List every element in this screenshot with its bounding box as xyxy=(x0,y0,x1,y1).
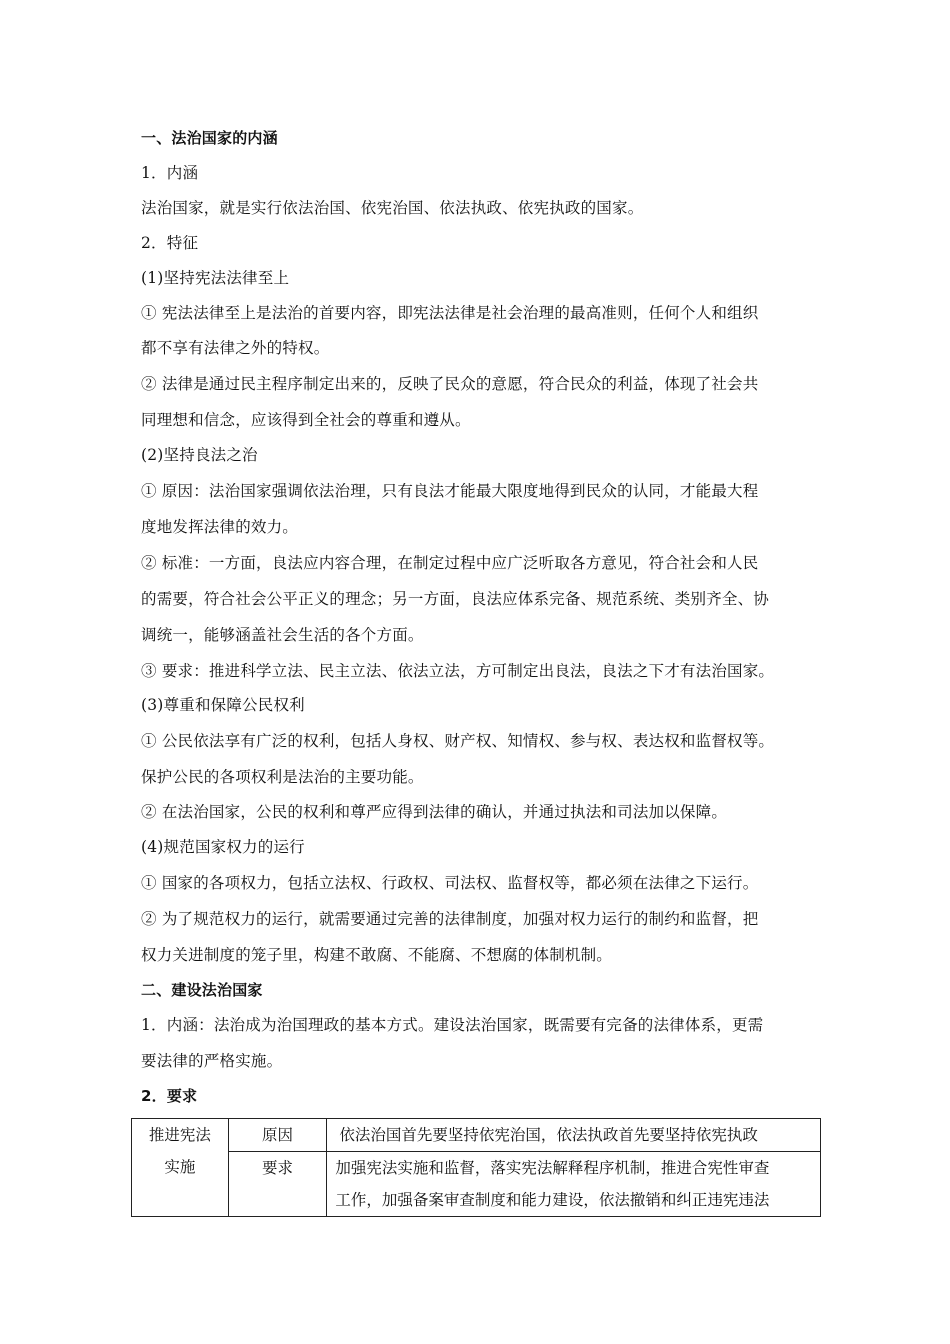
section2-item1-line1: 1．内涵：法治成为治国理政的基本方式。建设法治国家，既需要有完备的法律体系，更需 xyxy=(141,1016,764,1034)
feature3-title: (3)尊重和保障公民权利 xyxy=(141,696,305,714)
section2-heading: 二、建设法治国家 xyxy=(141,981,263,999)
row2-text-line1: 加强宪法实施和监督，落实宪法解释程序机制，推进合宪性审查 xyxy=(335,1159,770,1177)
row2-label-cell xyxy=(228,1152,327,1217)
feature1-title: (1)坚持宪法法律至上 xyxy=(141,269,290,287)
group-label-line2: 实施 xyxy=(164,1158,196,1176)
table-row xyxy=(132,1119,821,1152)
row1-label: 原因 xyxy=(262,1126,294,1144)
feature4-para1: ① 国家的各项权力，包括立法权、行政权、司法权、监督权等，都必须在法律之下运行。 xyxy=(141,874,759,892)
feature3-para1-line1: ① 公民依法享有广泛的权利，包括人身权、财产权、知情权、参与权、表达权和监督权等。 xyxy=(141,732,775,750)
feature3-para1-line2: 保护公民的各项权利是法治的主要功能。 xyxy=(141,768,424,786)
feature4-para2-line1: ② 为了规范权力的运行，就需要通过完善的法律制度，加强对权力运行的制约和监督，把 xyxy=(141,910,759,928)
section2-item2-title: 2．要求 xyxy=(141,1087,198,1105)
feature3-para2: ② 在法治国家，公民的权利和尊严应得到法律的确认，并通过执法和司法加以保障。 xyxy=(141,803,728,821)
feature2-para1-line2: 度地发挥法律的效力。 xyxy=(141,518,299,536)
item2-title: 2．特征 xyxy=(141,234,199,252)
feature2-title: (2)坚持良法之治 xyxy=(141,446,258,464)
feature2-para2-line1: ② 标准：一方面，良法应内容合理，在制定过程中应广泛听取各方意见，符合社会和人民 xyxy=(141,554,759,572)
row2-text-line2: 工作，加强备案审查制度和能力建设，依法撤销和纠正违宪违法 xyxy=(335,1191,770,1209)
feature1-para2-line2: 同理想和信念，应该得到全社会的尊重和遵从。 xyxy=(141,411,471,429)
row1-label-cell xyxy=(228,1119,327,1152)
row1-text-cell xyxy=(327,1119,821,1152)
feature4-title: (4)规范国家权力的运行 xyxy=(141,838,305,856)
item1-title: 1．内涵 xyxy=(141,164,199,182)
feature4-para2-line2: 权力关进制度的笼子里，构建不敢腐、不能腐、不想腐的体制机制。 xyxy=(141,946,613,964)
requirements-table xyxy=(131,1118,821,1217)
group-cell xyxy=(132,1119,229,1217)
feature1-para1-line1: ① 宪法法律至上是法治的首要内容，即宪法法律是社会治理的最高准则，任何个人和组织 xyxy=(141,304,759,322)
row2-label: 要求 xyxy=(262,1159,294,1177)
feature2-para2-line2: 的需要，符合社会公平正义的理念；另一方面，良法应体系完备、规范系统、类别齐全、协 xyxy=(141,590,770,608)
section1-heading: 一、法治国家的内涵 xyxy=(141,129,278,147)
row1-text: 依法治国首先要坚持依宪治国，依法执政首先要坚持依宪执政 xyxy=(339,1126,758,1144)
item1-text: 法治国家，就是实行依法治国、依宪治国、依法执政、依宪执政的国家。 xyxy=(141,199,644,217)
group-label-line1: 推进宪法 xyxy=(148,1126,211,1144)
feature1-para1-line2: 都不享有法律之外的特权。 xyxy=(141,339,330,357)
row2-text-cell xyxy=(327,1152,821,1217)
feature1-para2-line1: ② 法律是通过民主程序制定出来的，反映了民众的意愿，符合民众的利益，体现了社会共 xyxy=(141,375,759,393)
table-row xyxy=(132,1152,821,1217)
feature2-para3: ③ 要求：推进科学立法、民主立法、依法立法，方可制定出良法，良法之下才有法治国家。 xyxy=(141,662,775,680)
section2-item1-line2: 要法律的严格实施。 xyxy=(141,1052,283,1070)
feature2-para1-line1: ① 原因：法治国家强调依法治理，只有良法才能最大限度地得到民众的认同，才能最大程 xyxy=(141,482,759,500)
feature2-para2-line3: 调统一，能够涵盖社会生活的各个方面。 xyxy=(141,626,424,644)
